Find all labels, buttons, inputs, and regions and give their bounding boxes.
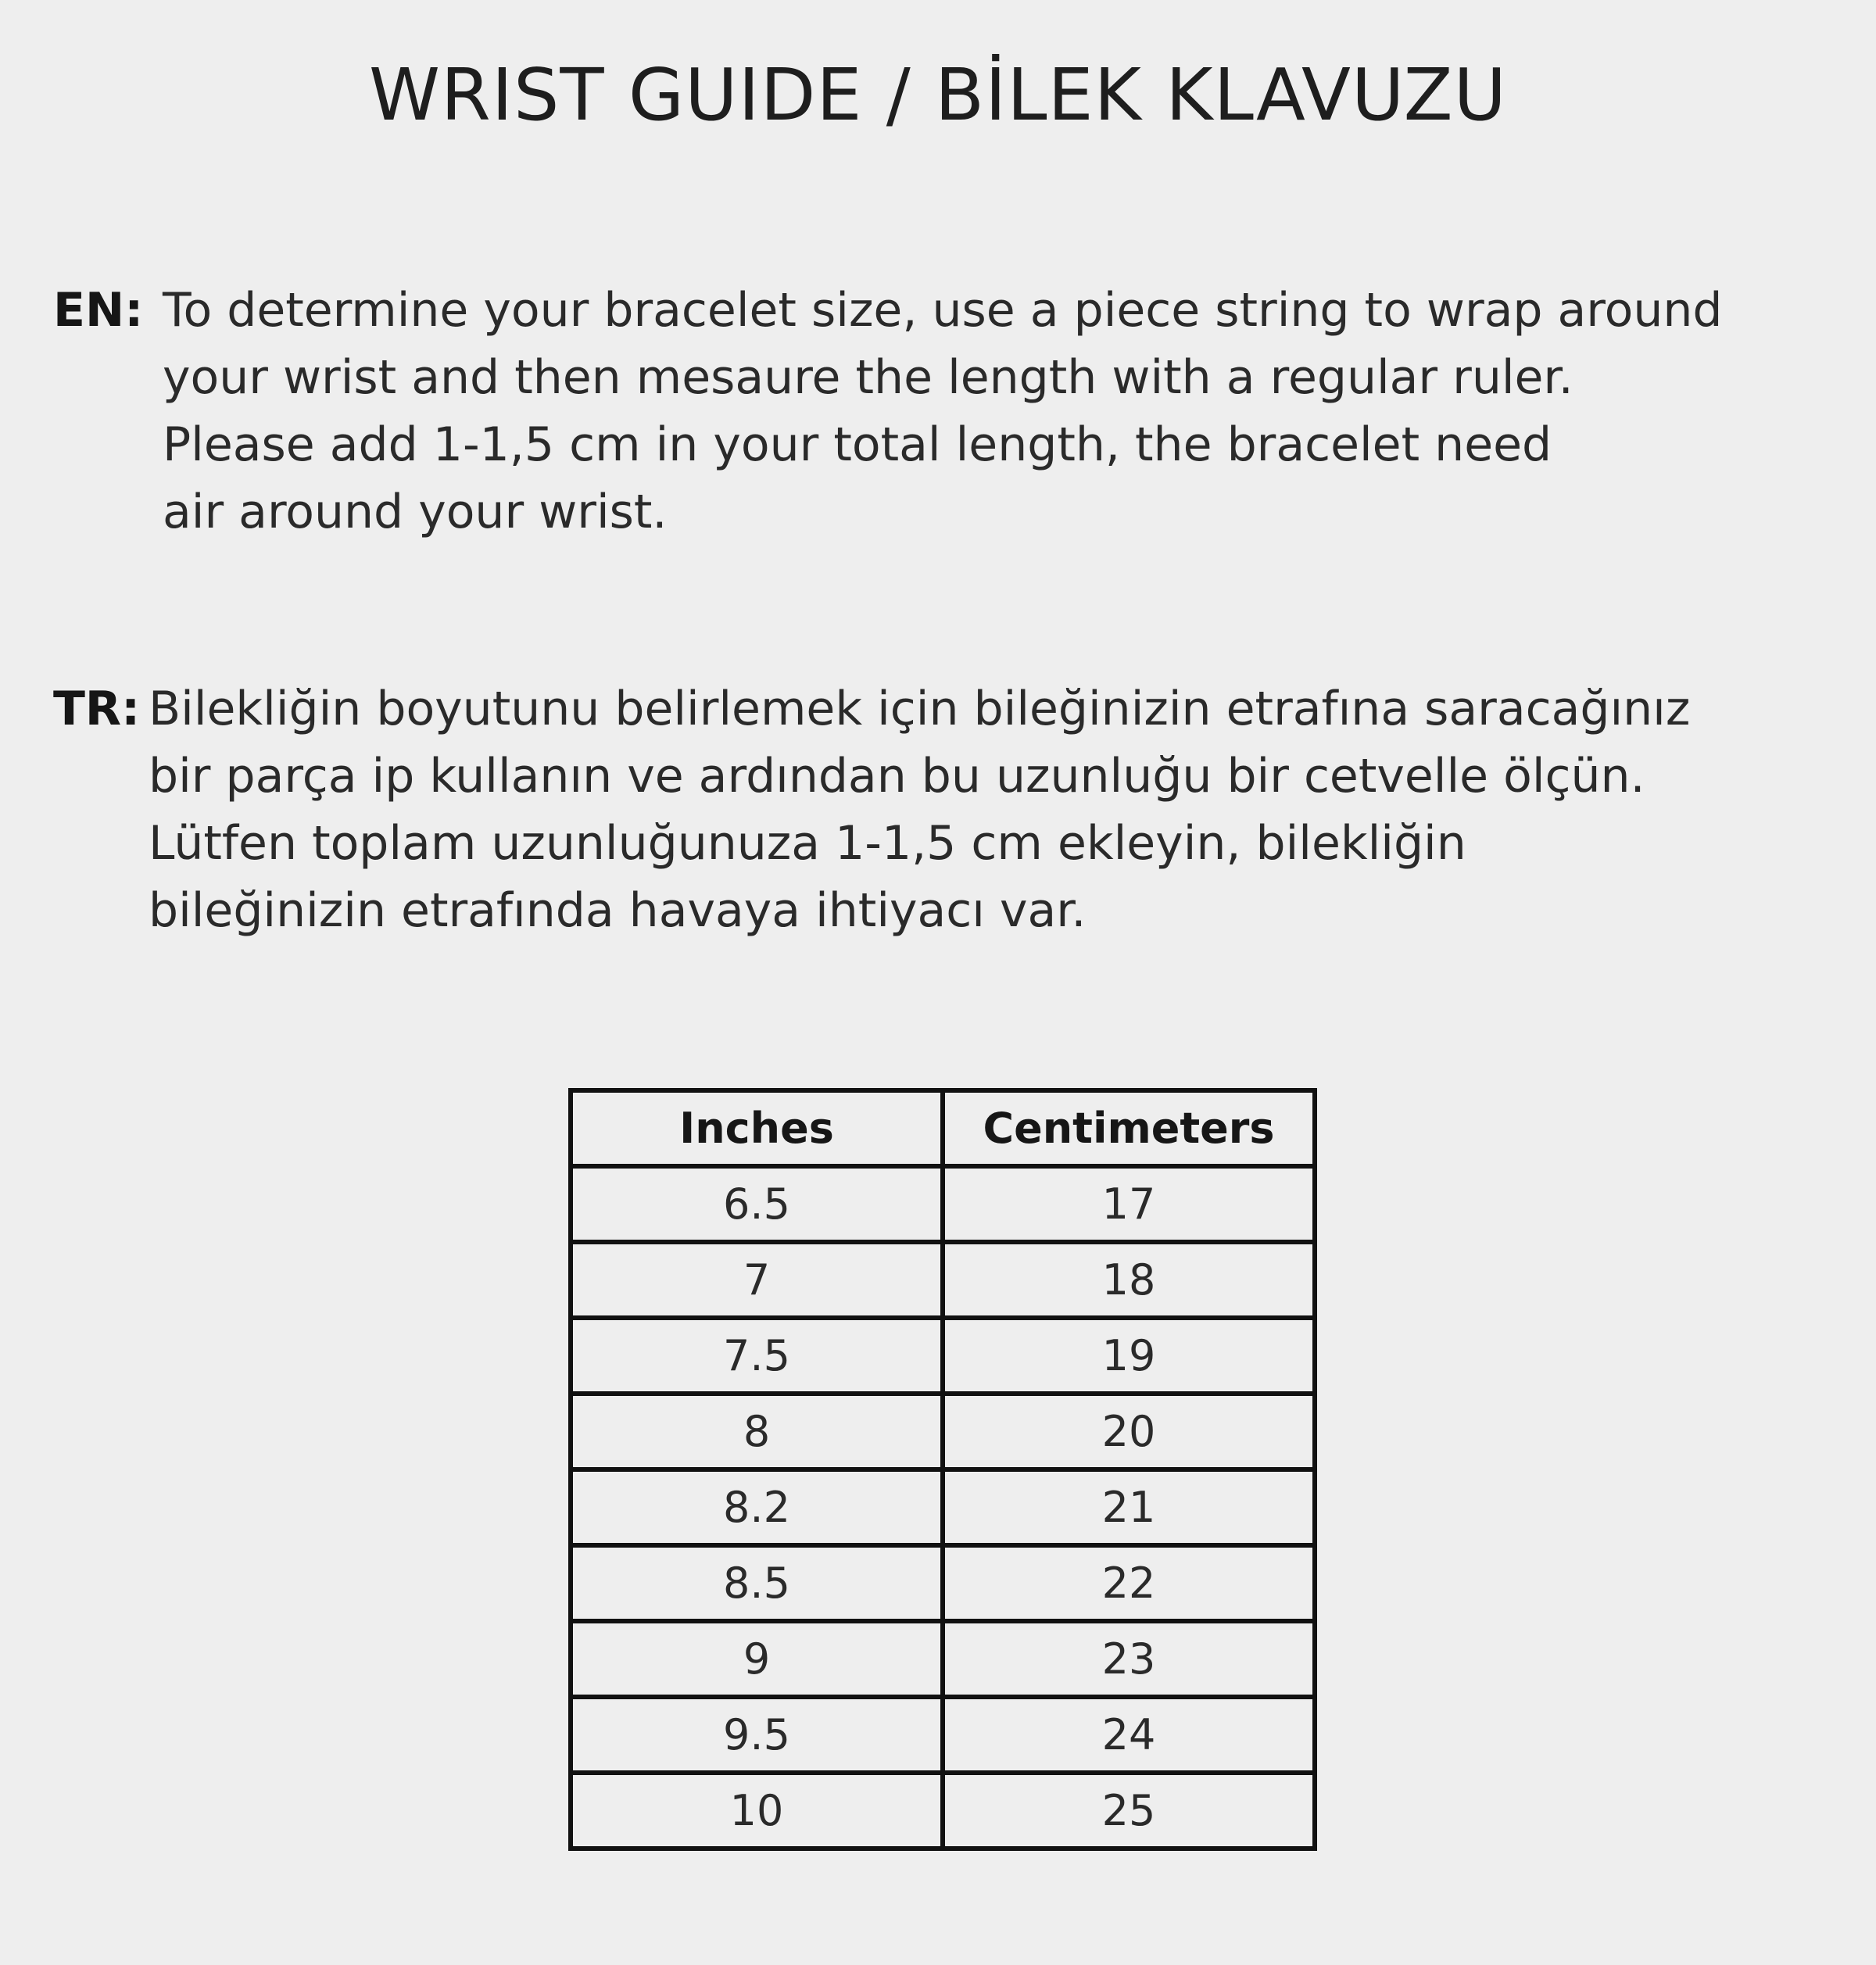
centimeters-cell: 17 <box>943 1166 1315 1242</box>
inches-cell: 10 <box>571 1773 943 1849</box>
table-header-row <box>571 1090 1315 1166</box>
table-row <box>571 1773 1315 1849</box>
column-header-centimeters: Centimeters <box>943 1090 1315 1166</box>
instruction-line: Bilekliğin boyutunu belirlemek için bileğinizin etrafına saracağınız <box>149 682 1691 736</box>
table-row <box>571 1242 1315 1318</box>
inches-cell: 8.5 <box>571 1545 943 1621</box>
table-row <box>571 1318 1315 1394</box>
table-row <box>571 1166 1315 1242</box>
instruction-line: Lütfen toplam uzunluğunuza 1-1,5 cm ekleyin, bilekliğin <box>149 816 1466 871</box>
column-header-inches: Inches <box>571 1090 943 1166</box>
inches-cell: 9.5 <box>571 1697 943 1773</box>
instruction-line: To determine your bracelet size, use a piece string to wrap around <box>163 283 1723 338</box>
inches-cell: 8 <box>571 1394 943 1469</box>
centimeters-cell: 25 <box>943 1773 1315 1849</box>
instruction-line: Please add 1-1,5 cm in your total length, the bracelet need <box>163 417 1552 472</box>
centimeters-cell: 22 <box>943 1545 1315 1621</box>
english-instructions <box>53 277 1723 546</box>
inches-cell: 8.2 <box>571 1469 943 1545</box>
instruction-line: bir parça ip kullanın ve ardından bu uzunluğu bir cetvelle ölçün. <box>149 749 1645 804</box>
instruction-line: air around your wrist. <box>163 485 668 539</box>
centimeters-cell: 23 <box>943 1621 1315 1697</box>
table-row <box>571 1545 1315 1621</box>
centimeters-cell: 18 <box>943 1242 1315 1318</box>
table-row <box>571 1394 1315 1469</box>
turkish-instructions <box>53 675 1690 944</box>
inches-cell: 7.5 <box>571 1318 943 1394</box>
centimeters-cell: 19 <box>943 1318 1315 1394</box>
inches-cell: 7 <box>571 1242 943 1318</box>
language-label-en: EN: <box>53 283 144 338</box>
centimeters-cell: 20 <box>943 1394 1315 1469</box>
language-label-tr: TR: <box>53 682 141 736</box>
instruction-line: bileğinizin etrafında havaya ihtiyacı var. <box>149 883 1087 938</box>
table-row <box>571 1697 1315 1773</box>
table-row <box>571 1621 1315 1697</box>
centimeters-cell: 24 <box>943 1697 1315 1773</box>
size-conversion-table <box>568 1088 1317 1851</box>
table-row <box>571 1469 1315 1545</box>
page-title: WRIST GUIDE / BİLEK KLAVUZU <box>368 53 1508 137</box>
inches-cell: 9 <box>571 1621 943 1697</box>
centimeters-cell: 21 <box>943 1469 1315 1545</box>
inches-cell: 6.5 <box>571 1166 943 1242</box>
instruction-line: your wrist and then mesaure the length with a regular ruler. <box>163 350 1573 405</box>
